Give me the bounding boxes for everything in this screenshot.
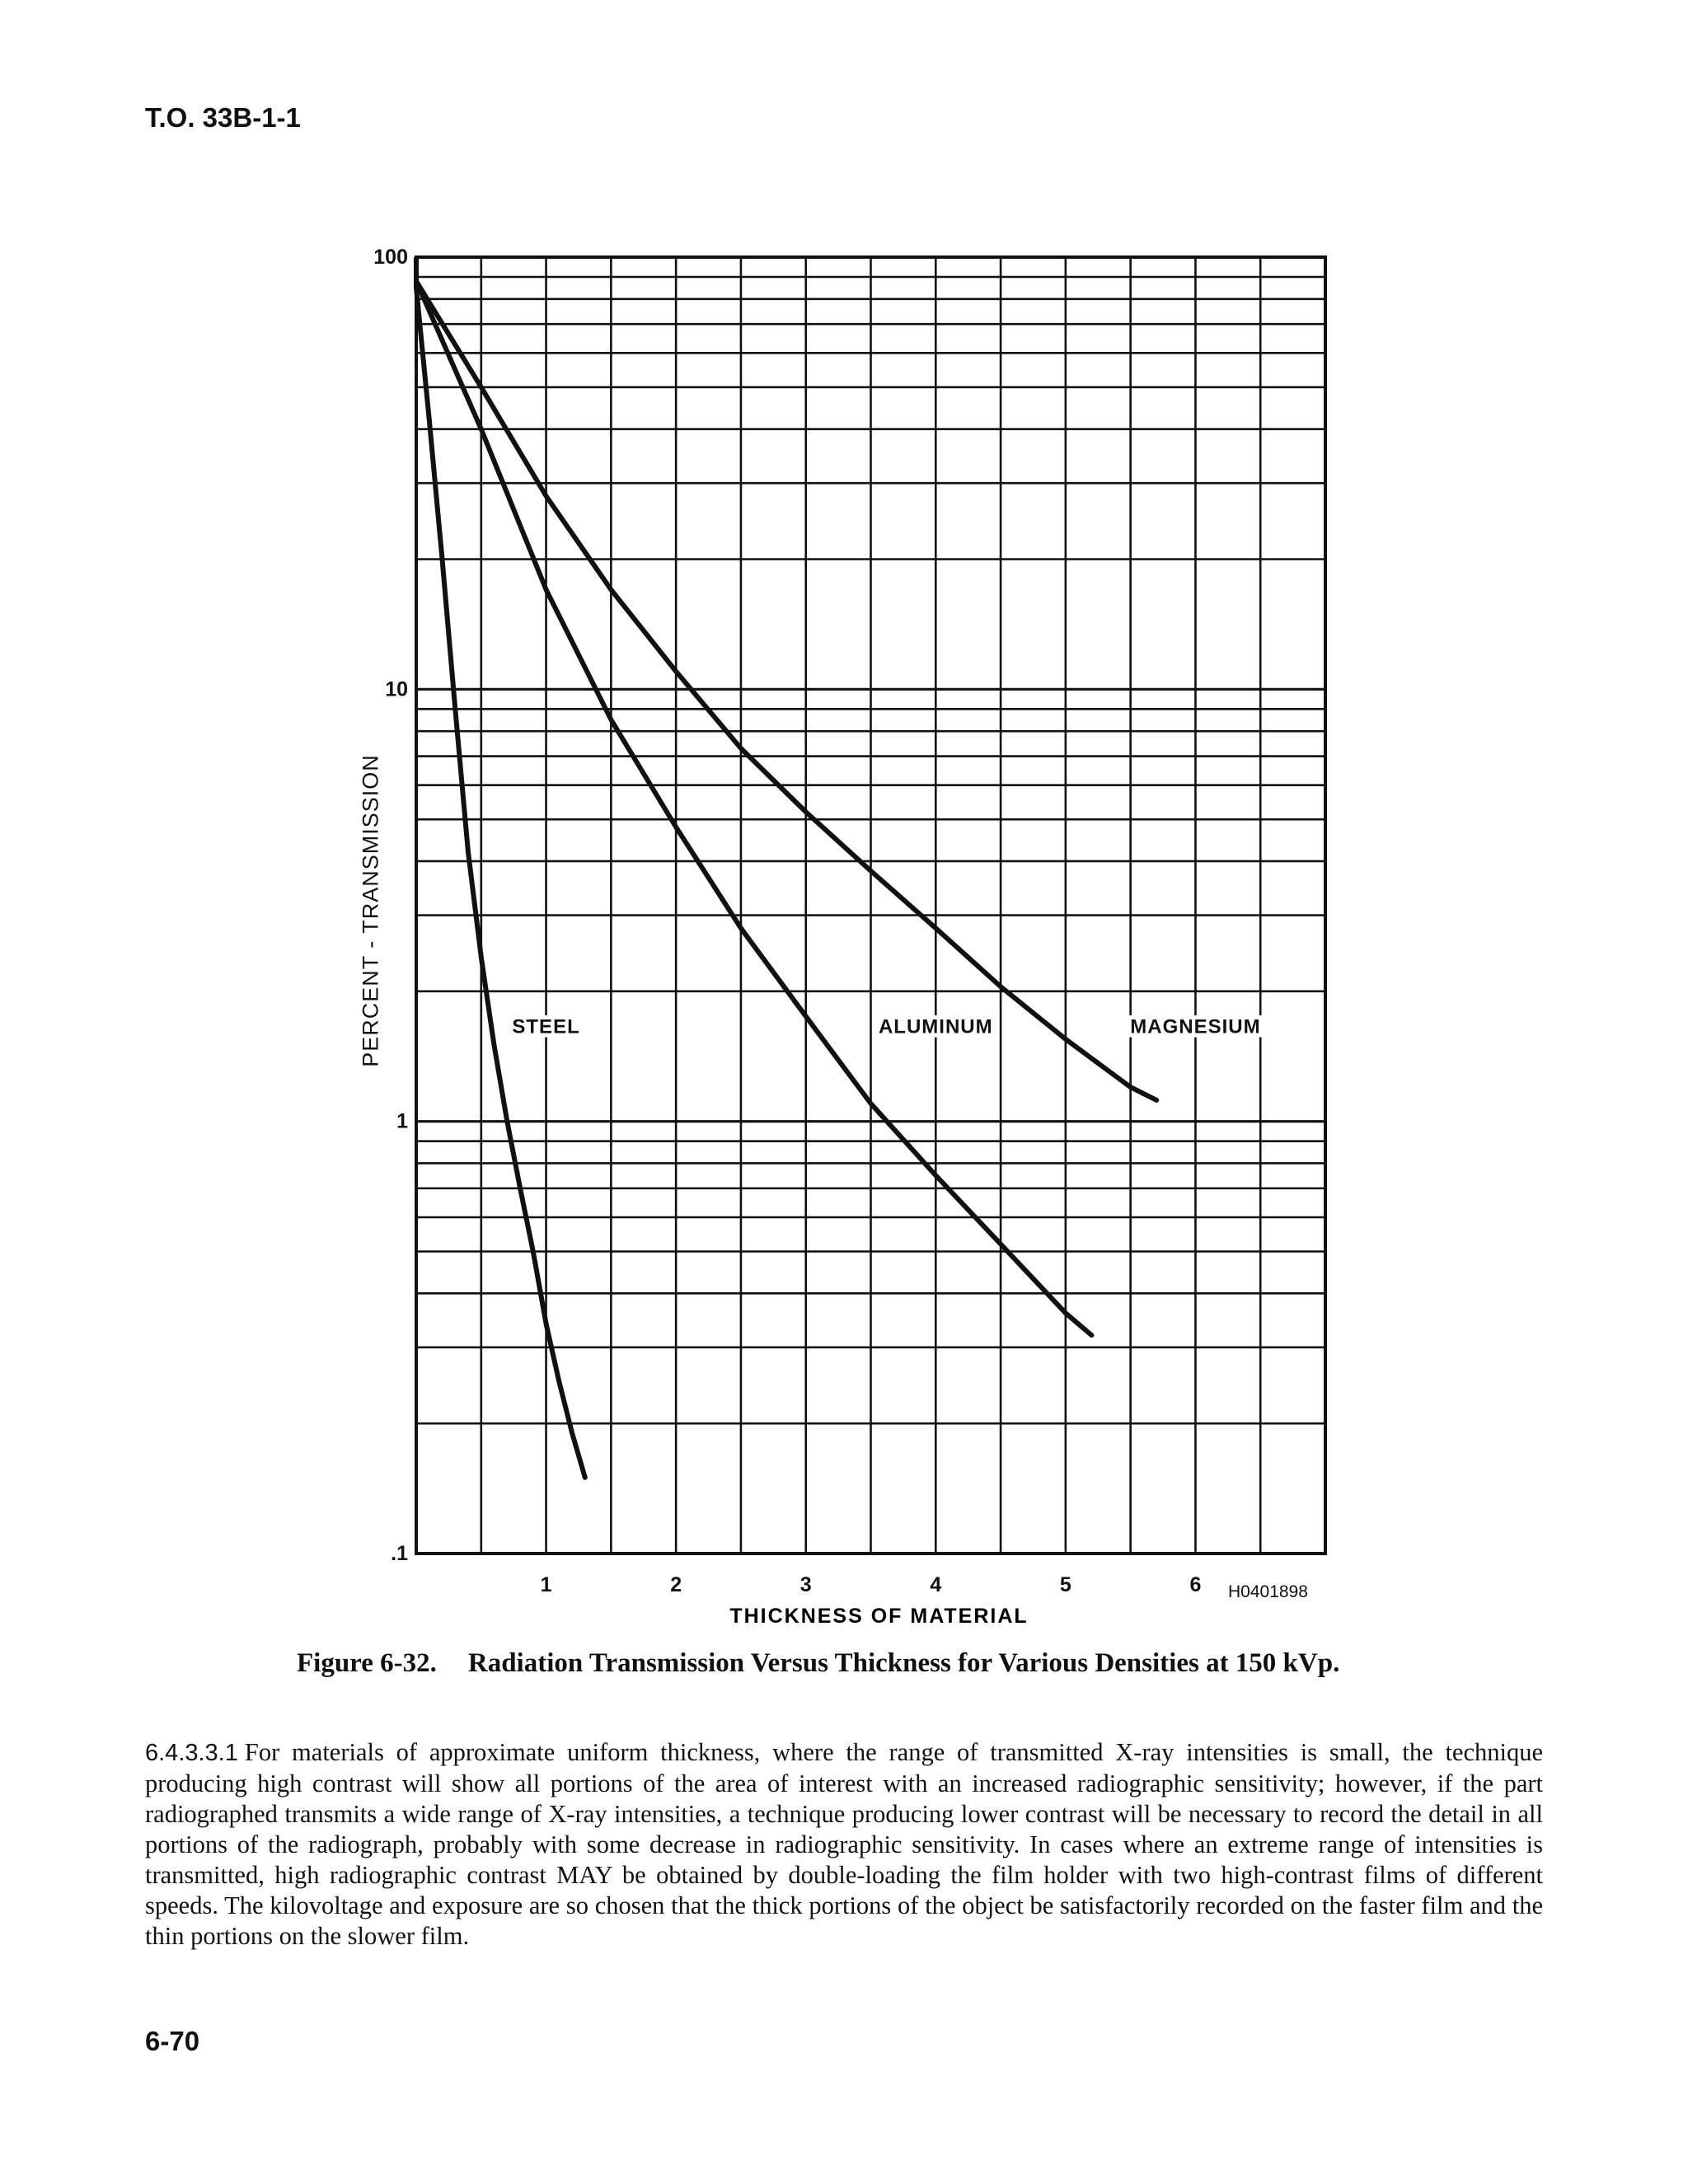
x-tick-label: 3 (799, 1573, 812, 1596)
series-label-aluminum: ALUMINUM (878, 1015, 993, 1038)
figure-code: H0401898 (1228, 1582, 1308, 1601)
caption-text: Radiation Transmission Versus Thickness for Various Densities at 150 kVp. (467, 1648, 1340, 1678)
page-header: T.O. 33B-1-1 (145, 102, 301, 133)
x-tick-label: 2 (670, 1573, 682, 1596)
x-tick-label: 1 (540, 1573, 552, 1596)
y-tick-label: 10 (385, 677, 408, 701)
series-labels (512, 1016, 1260, 1038)
tick-labels (373, 246, 1201, 1596)
x-axis-title: THICKNESS OF MATERIAL (729, 1605, 1029, 1628)
y-tick-label: 1 (396, 1109, 408, 1133)
caption-number: Figure 6-32. (297, 1648, 437, 1678)
page-footer: 6-70 (145, 2026, 200, 2056)
body-paragraph (145, 1737, 1543, 1952)
series-label-magnesium: MAGNESIUM (1130, 1015, 1261, 1038)
paragraph-text: For materials of approximate uniform thickness, where the range of transmitted X-ray intensities is small, the technique producing high contrast will show all portions of the area of interest with an increased radiographic sensitivity; however, if the part radiographed transmits a wide range of X-ray intensities, a technique producing lower contrast will be necessary to record the detail in all portions of the radiograph, probably with some decrease in radiographic sensitivity. In cases where an extreme range of intensities is transmitted, high radiographic contrast MAY be obtained by double-loading the film holder with two high-contrast films of different speeds. The kilovoltage and exposure are so chosen that the thick portions of the object be satisfactorily recorded on the faster film and the thin portions on the slower film. (145, 1738, 1543, 1950)
paragraph-number: 6.4.3.3.1 (145, 1740, 238, 1766)
x-tick-label: 6 (1189, 1573, 1202, 1596)
series-line-magnesium (416, 259, 1156, 1100)
series-label-steel: STEEL (512, 1015, 580, 1038)
series-line-steel (416, 259, 585, 1478)
y-axis-title: PERCENT - TRANSMISSION (358, 754, 383, 1067)
figure-caption (297, 1648, 1533, 1679)
x-tick-label: 5 (1059, 1573, 1071, 1596)
series-lines (416, 259, 1156, 1478)
y-tick-label: .1 (391, 1542, 408, 1565)
x-tick-label: 4 (930, 1573, 942, 1596)
y-tick-label: 100 (373, 246, 408, 269)
